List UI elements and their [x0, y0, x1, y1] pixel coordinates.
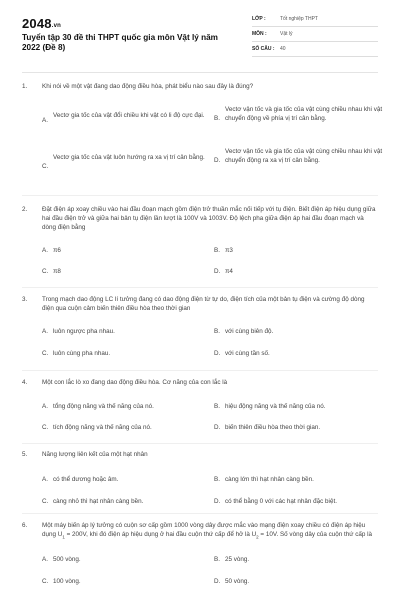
question-number: 2. [22, 206, 28, 213]
answer-option-c[interactable] [42, 349, 212, 358]
option-text: có thể dương hoặc âm. [53, 476, 119, 483]
answer-option-d[interactable] [214, 423, 384, 432]
option-text: 50 vòng. [225, 578, 250, 586]
answer-option-d[interactable] [214, 147, 384, 165]
answer-option-a[interactable] [42, 402, 212, 411]
text-part: Một máy biến áp lý tưởng có cuộn sơ cấp gồm 1000 vòng dây được mắc vào mạng điện xoay chiều có điện áp hiệu dụng U [42, 522, 366, 538]
answer-option-c[interactable] [42, 267, 212, 276]
option-letter: D. [214, 578, 221, 586]
option-letter: D. [214, 268, 221, 275]
option-letter: A. [42, 556, 48, 564]
option-text: càng nhỏ thì hạt nhân càng bền. [53, 498, 144, 505]
answer-option-b[interactable] [214, 402, 384, 411]
option-text: 100 vòng. [53, 578, 81, 586]
question-text: Đặt điện áp xoay chiều vào hai đầu đoạn mạch gồm điện trở thuần mắc nối tiếp với tụ điện. Biết điện áp hiệu dụng giữa hai đầu điện trở và giữa hai bản tụ điện lần lượt là 100V và 1003V. Độ lệch pha giữa điện áp hai đầu đoạn mạch và dòng điện bằng [42, 206, 376, 231]
option-text: 500 vòng. [53, 556, 81, 564]
meta-value: Vật lý [280, 31, 293, 37]
option-letter: D. [214, 424, 221, 431]
answer-option-a[interactable] [42, 327, 212, 336]
option-text: có thể bằng 0 với các hạt nhân đặc biệt. [225, 498, 337, 505]
question-number: 4. [22, 379, 28, 386]
question-number: 1. [22, 83, 28, 90]
option-text: 25 vòng. [225, 556, 250, 564]
option-text: π8 [53, 268, 61, 275]
option-text: với cùng biên độ. [225, 328, 274, 335]
option-letter: C. [42, 268, 49, 275]
answer-option-c[interactable] [42, 423, 212, 432]
option-letter: B. [214, 403, 220, 410]
answer-options [42, 541, 378, 591]
option-letter: A. [42, 117, 48, 124]
option-text: tổng động năng và thế năng của nó. [53, 403, 154, 410]
option-letter: A. [42, 247, 48, 254]
page-header [0, 0, 400, 66]
answer-option-c[interactable] [42, 577, 212, 586]
option-letter: B. [214, 556, 220, 564]
option-text: hiệu động năng và thế năng của nó. [225, 403, 326, 410]
answer-options [42, 91, 383, 187]
answer-option-b[interactable] [214, 246, 384, 255]
question-3 [22, 295, 378, 373]
option-letter: C. [42, 498, 49, 505]
answer-option-b[interactable] [214, 555, 384, 564]
option-letter: B. [214, 247, 220, 254]
meta-row-subject [252, 27, 378, 42]
option-text: càng lớn thì hạt nhân càng bền. [225, 476, 314, 483]
subscript: 2 [256, 534, 259, 540]
answer-option-d[interactable] [214, 577, 384, 586]
meta-row-class [252, 12, 378, 27]
text-part: = 200V, khi đó điện áp hiệu dụng ở hai đầu cuộn thứ cấp để hở là U [64, 531, 257, 538]
meta-label: MÔN : [252, 31, 267, 37]
answer-option-c[interactable] [42, 497, 212, 506]
option-letter: D. [214, 350, 221, 357]
option-letter: C. [42, 578, 49, 586]
question-6 [22, 521, 378, 591]
answer-option-a[interactable] [42, 111, 212, 125]
option-text: luôn ngược pha nhau. [53, 328, 115, 335]
option-letter: C. [42, 163, 49, 170]
option-text: π6 [53, 247, 61, 254]
meta-row-question-count [252, 42, 378, 57]
answer-option-b[interactable] [214, 475, 384, 484]
exam-title: Tuyển tập 30 đề thi THPT quốc gia môn Vật lý năm 2022 (Đề 8) [22, 33, 218, 52]
option-letter: B. [214, 115, 220, 122]
meta-label: SỐ CÂU : [252, 46, 275, 52]
site-logo[interactable] [22, 16, 61, 31]
answer-options [42, 459, 378, 511]
question-text: Khi nói về một vật đang dao động điều hòa, phát biểu nào sau đây là đúng? [42, 83, 254, 90]
option-letter: B. [214, 328, 220, 335]
question-number: 6. [22, 522, 28, 529]
option-letter: C. [42, 424, 49, 431]
answer-option-c[interactable] [42, 153, 212, 171]
answer-option-d[interactable] [214, 497, 384, 506]
option-text: Vectơ vận tốc và gia tốc của vật cùng chiều nhau khi vật chuyển động về phía vị trí cân bằng. [225, 106, 383, 122]
question-divider [22, 287, 378, 288]
option-text: π4 [225, 268, 233, 275]
question-text [42, 521, 378, 541]
logo-text: 2048 [22, 16, 52, 31]
question-divider [22, 370, 378, 371]
option-letter: A. [42, 476, 48, 483]
exam-meta-table [252, 12, 378, 57]
option-letter: A. [42, 403, 48, 410]
answer-options [42, 232, 378, 302]
question-text: Năng lượng liên kết của một hạt nhân [42, 451, 148, 458]
meta-value: Tốt nghiệp THPT [280, 16, 318, 22]
option-text: với cùng tần số. [225, 350, 270, 357]
question-1 [22, 82, 383, 187]
answer-option-d[interactable] [214, 267, 384, 276]
answer-option-a[interactable] [42, 246, 212, 255]
question-text: Trong mạch dao động LC lí tưởng đang có dao động điện từ tự do, điện tích của một bản tụ điện và cường độ dòng điện qua cuộn cảm biến thiên điều hòa theo thời gian [42, 296, 365, 312]
answer-option-a[interactable] [42, 475, 212, 484]
option-text: biến thiên điều hòa theo thời gian. [225, 424, 321, 431]
text-part: = 10V. Số vòng dây của cuộn thứ cấp là [258, 531, 373, 538]
option-text: Vectơ gia tốc của vật đổi chiều khi vật có li độ cực đại. [53, 112, 205, 119]
option-text: Vectơ vận tốc và gia tốc của vật cùng chiều nhau khi vật chuyển động ra xa vị trí cân bằng. [225, 148, 383, 164]
question-number: 3. [22, 296, 28, 303]
question-4 [22, 378, 378, 437]
question-5 [22, 450, 378, 511]
option-text: π3 [225, 247, 233, 254]
meta-value: 40 [280, 46, 286, 52]
option-text: tích động năng và thế năng của nó. [53, 424, 152, 431]
meta-label: LỚP : [252, 16, 266, 22]
question-text: Một con lắc lò xo đang dao động điều hòa. Cơ năng của con lắc là [42, 379, 228, 386]
answer-option-d[interactable] [214, 349, 384, 358]
answer-options [42, 387, 378, 437]
option-letter: D. [214, 157, 221, 164]
answer-options [42, 313, 378, 373]
question-divider [22, 513, 378, 514]
option-letter: B. [214, 476, 220, 483]
option-letter: A. [42, 328, 48, 335]
option-text: luôn cùng pha nhau. [53, 350, 111, 357]
answer-option-a[interactable] [42, 555, 212, 564]
logo-suffix: .vn [51, 23, 62, 29]
answer-option-b[interactable] [214, 105, 384, 123]
answer-option-b[interactable] [214, 327, 384, 336]
question-divider [22, 195, 378, 196]
question-number: 5. [22, 451, 28, 458]
option-letter: C. [42, 350, 49, 357]
option-letter: D. [214, 498, 221, 505]
header-divider [22, 72, 378, 73]
question-divider [22, 443, 378, 444]
option-text: Vectơ gia tốc của vật luôn hướng ra xa vị trí cân bằng. [53, 154, 205, 161]
subscript: 1 [62, 534, 65, 540]
